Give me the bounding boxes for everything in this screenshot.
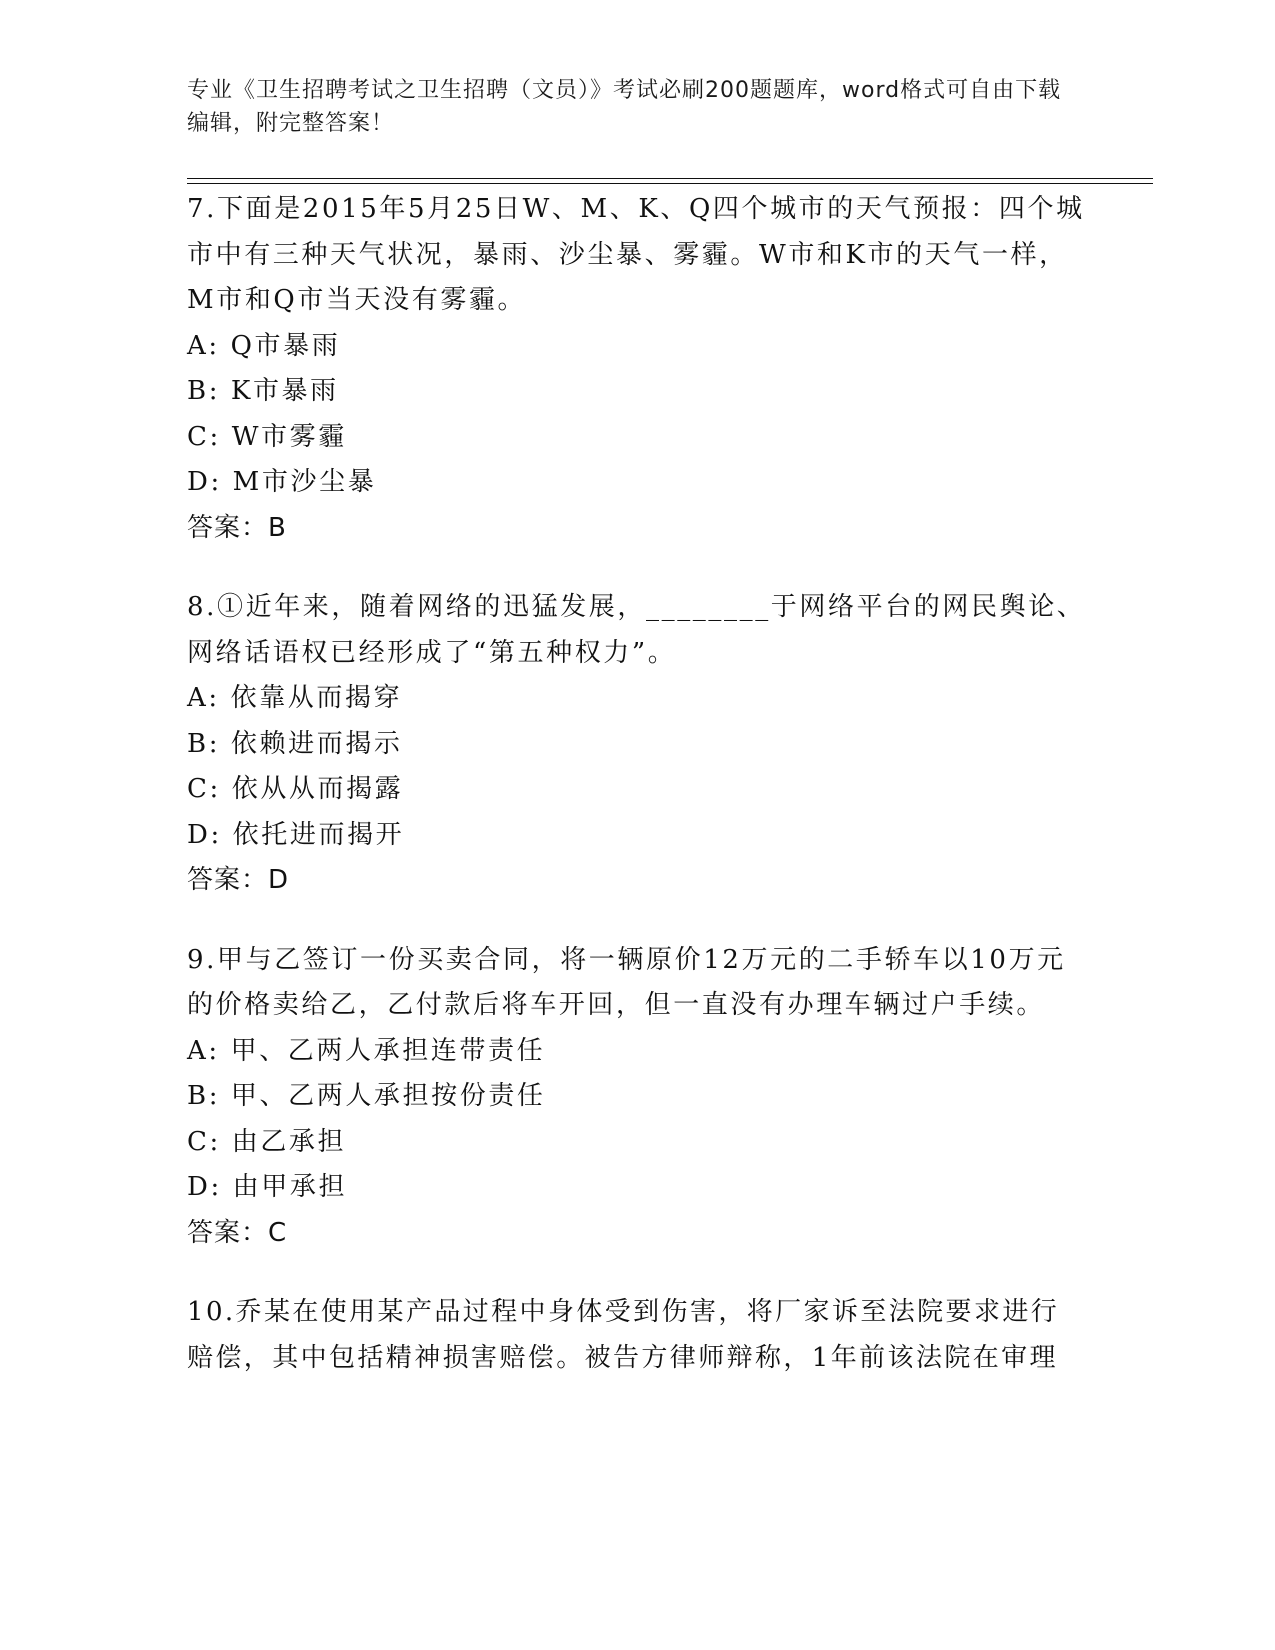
question-stem: 7.下面是2015年5月25日W、M、K、Q四个城市的天气预报：四个城市中有三种天气状况，暴雨、沙尘暴、雾霾。W市和K市的天气一样，M市和Q市当天没有雾霾。 bbox=[187, 194, 1085, 315]
header-rule-bottom bbox=[187, 183, 1153, 184]
option-c: C: 由乙承担 bbox=[187, 1126, 347, 1157]
question-list bbox=[187, 187, 1087, 1415]
option-b: B: 甲、乙两人承担按份责任 bbox=[187, 1081, 546, 1111]
header-rule-top bbox=[187, 178, 1153, 179]
option-a: A: 甲、乙两人承担连带责任 bbox=[187, 1035, 546, 1066]
question-9 bbox=[187, 938, 1087, 1257]
option-d: D: 依托进而揭开 bbox=[187, 819, 405, 850]
question-10 bbox=[187, 1290, 1087, 1381]
question-stem: 9.甲与乙签订一份买卖合同，将一辆原价12万元的二手轿车以10万元的价格卖给乙，乙付款后将车开回，但一直没有办理车辆过户手续。 bbox=[187, 944, 1066, 1020]
option-b: B: 依赖进而揭示 bbox=[187, 728, 403, 759]
option-c: C: 依从从而揭露 bbox=[187, 774, 404, 804]
question-stem: 8.①近年来，随着网络的迅猛发展，________于网络平台的网民舆论、网络话语权已经形成了“第五种权力”。 bbox=[187, 592, 1086, 668]
question-stem: 10.乔某在使用某产品过程中身体受到伤害，将厂家诉至法院要求进行赔偿，其中包括精神损害赔偿。被告方律师辩称，1年前该法院在审理 bbox=[187, 1297, 1060, 1373]
answer-line: 答案：C bbox=[187, 1217, 288, 1248]
option-a: A: 依靠从而揭穿 bbox=[187, 683, 403, 713]
option-d: D: M市沙尘暴 bbox=[187, 467, 377, 497]
option-a: A: Q市暴雨 bbox=[187, 330, 341, 361]
answer-line: 答案：D bbox=[187, 865, 290, 895]
option-d: D: 由甲承担 bbox=[187, 1172, 348, 1202]
question-8 bbox=[187, 585, 1087, 904]
answer-line: 答案：B bbox=[187, 512, 287, 543]
option-c: C: W市雾霾 bbox=[187, 421, 347, 452]
option-b: B: K市暴雨 bbox=[187, 376, 339, 406]
question-7 bbox=[187, 187, 1087, 551]
document-header: 专业《卫生招聘考试之卫生招聘（文员）》考试必刷200题题库，word格式可自由下载编辑，附完整答案！ bbox=[187, 78, 1062, 136]
